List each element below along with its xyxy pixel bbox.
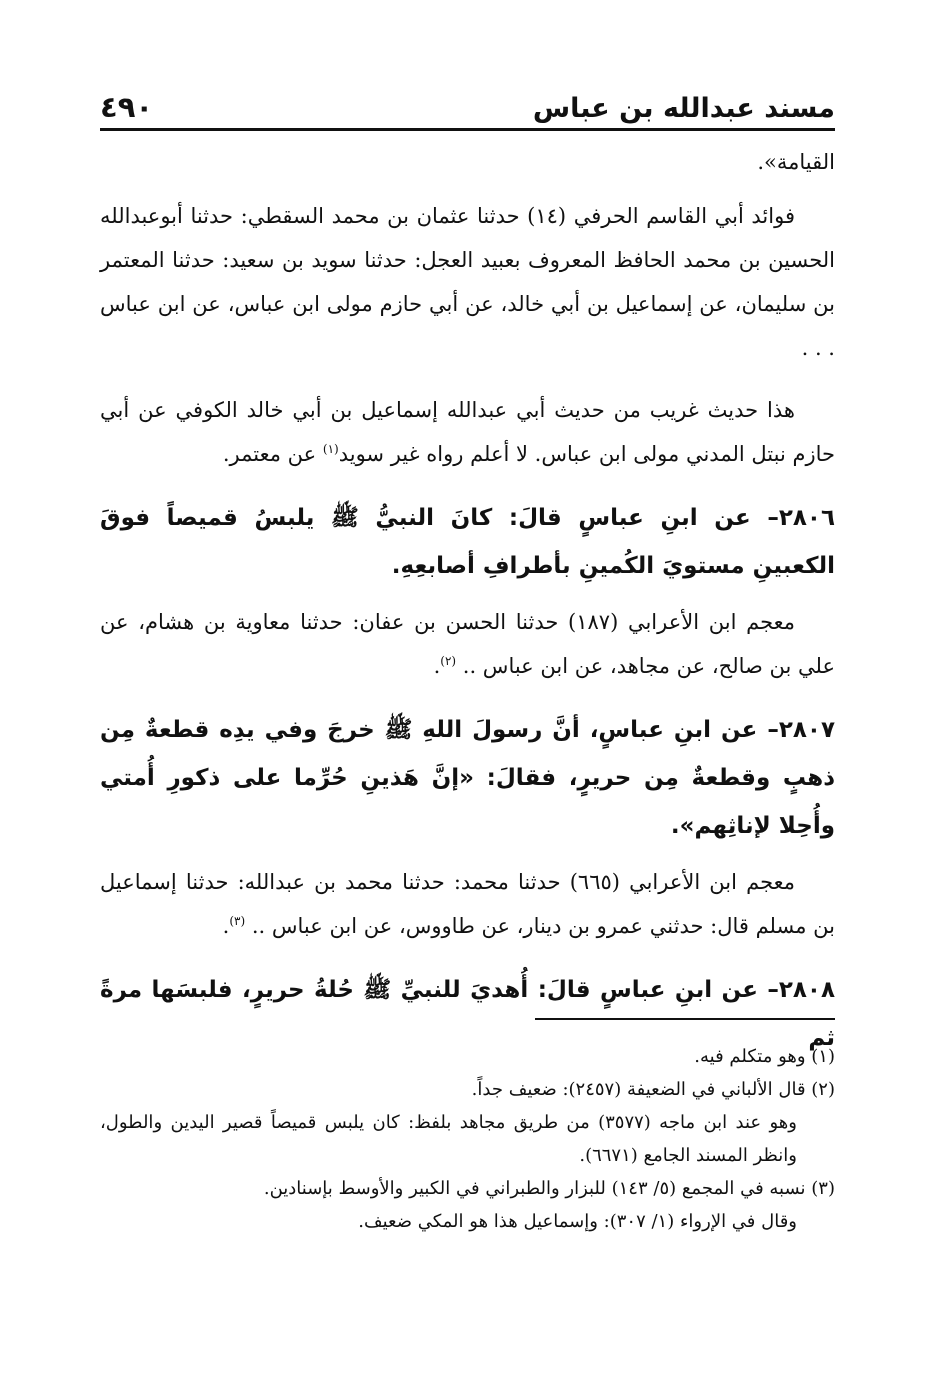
footnote-3: (٣) نسبه في المجمع (٥/ ١٤٣) للبزار والطبراني في الكبير والأوسط بإسنادين. bbox=[263, 1178, 835, 1199]
hadith-2807: ٢٨٠٧– عن ابنِ عباسٍ، أنَّ رسولَ اللهِ ﷺ خرجَ وفي يدِه قطعةٌ مِن ذهبٍ وقطعةٌ مِن حريرٍ، فقالَ: «إنَّ هَذينِ حُرِّما على ذكورِ أُمتي وأُحِلا لإناثِهم». bbox=[100, 717, 835, 839]
footnote-ref: (١) bbox=[322, 442, 339, 456]
footnote-ref: (٢) bbox=[440, 654, 457, 668]
source-citation bbox=[100, 600, 835, 688]
citation-text-end: . bbox=[433, 654, 441, 678]
citation-text-end: . bbox=[222, 914, 230, 938]
footnote-2: (٢) قال الألباني في الضعيفة (٢٤٥٧): ضعيف جداً. bbox=[471, 1079, 835, 1100]
page-header bbox=[100, 84, 835, 124]
commentary-text-end: عن معتمر. bbox=[222, 442, 323, 466]
commentary-paragraph bbox=[100, 388, 835, 476]
citation-text: معجم ابن الأعرابي (٦٦٥) حدثنا محمد: حدثنا محمد بن عبدالله: حدثنا إسماعيل بن مسلم قال: حدثني عمرو بن دينار، عن طاووس، عن ابن عباس .. bbox=[100, 870, 835, 938]
main-text bbox=[100, 140, 835, 1062]
footnote-2-continuation: وهو عند ابن ماجه (٣٥٧٧) من طريق مجاهد بلفظ: كان يلبس قميصاً قصير اليدين والطول، وانظر المسند الجامع (٦٦٧١). bbox=[100, 1112, 797, 1166]
hadith-2806: ٢٨٠٦– عن ابنِ عباسٍ قالَ: كانَ النبيُّ ﷺ يلبسُ قميصاً فوقَ الكعبينِ مستويَ الكُمينِ بأطرافِ أصابعِهِ. bbox=[100, 505, 835, 579]
citation-text: معجم ابن الأعرابي (١٨٧) حدثنا الحسن بن عفان: حدثنا معاوية بن هشام، عن علي بن صالح، عن مجاهد، عن ابن عباس .. bbox=[100, 610, 835, 678]
footnotes bbox=[100, 1040, 835, 1238]
page-number: ٤٩٠ bbox=[100, 90, 154, 124]
footnote-ref: (٣) bbox=[229, 914, 246, 928]
hadith-2808: ٢٨٠٨– عن ابنِ عباسٍ قالَ: أُهديَ للنبيِّ ﷺ حُلةُ حريرٍ، فلبسَها مرةً ثم bbox=[100, 977, 835, 1051]
footnote-rule bbox=[535, 1018, 835, 1020]
commentary-text: هذا حديث غريب من حديث أبي عبدالله إسماعيل بن أبي خالد الكوفي عن أبي حازم نبتل المدني مولى ابن عباس. لا أعلم رواه غير سويد bbox=[100, 398, 835, 466]
header-rule bbox=[100, 128, 835, 131]
footnote-3-continuation: وقال في الإرواء (١/ ٣٠٧): وإسماعيل هذا هو المكي ضعيف. bbox=[358, 1211, 797, 1232]
source-citation: فوائد أبي القاسم الحرفي (١٤) حدثنا عثمان بن محمد السقطي: حدثنا أبوعبدالله الحسين بن محمد الحافظ المعروف بعبيد العجل: حدثنا سويد بن سعيد: حدثنا المعتمر بن سليمان، عن إسماعيل بن أبي خالد، عن أبي حازم مولى ابن عباس، عن ابن عباس . . . bbox=[100, 204, 835, 360]
running-title: مسند عبدالله بن عباس bbox=[532, 93, 835, 124]
source-citation bbox=[100, 860, 835, 948]
footnote-1: (١) وهو متكلم فيه. bbox=[694, 1046, 835, 1067]
paragraph-continuation: القيامة». bbox=[757, 150, 835, 174]
